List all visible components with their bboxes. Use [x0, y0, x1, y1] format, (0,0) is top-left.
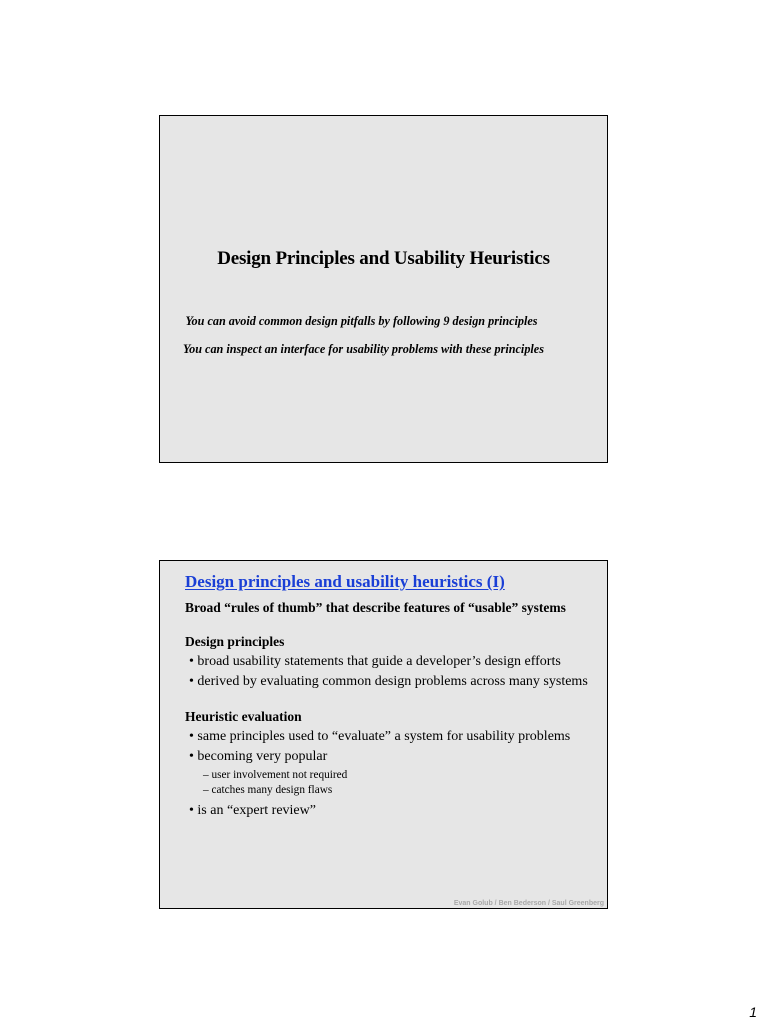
bullet-text: is an “expert review”: [197, 803, 316, 818]
section-heading-heuristic-evaluation: Heuristic evaluation: [185, 709, 302, 724]
section-heading-design-principles: Design principles: [185, 634, 285, 649]
bullet-item: • broad usability statements that guide a developer’s design efforts: [189, 654, 561, 669]
bullet-text: derived by evaluating common design problems across many systems: [197, 674, 588, 689]
intro-text: Broad “rules of thumb” that describe features of “usable” systems: [185, 600, 566, 615]
sub-bullet-text: user involvement not required: [211, 769, 348, 781]
bullet-item: • is an “expert review”: [189, 803, 316, 818]
bullet-item: • same principles used to “evaluate” a system for usability problems: [189, 729, 571, 744]
bullet-item: • derived by evaluating common design problems across many systems: [189, 674, 588, 689]
title-slide: [159, 115, 608, 463]
bullet-text: broad usability statements that guide a developer’s design efforts: [197, 654, 561, 669]
subtitle-line-2: You can inspect an interface for usability problems with these principles: [183, 342, 544, 356]
bullet-text: becoming very popular: [197, 749, 328, 764]
sub-bullet-text: catches many design flaws: [211, 784, 333, 796]
slide-footer-credits: Evan Golub / Ben Bederson / Saul Greenberg: [453, 900, 604, 907]
subtitle-line-1: You can avoid common design pitfalls by following 9 design principles: [185, 314, 538, 328]
bullet-item: • becoming very popular: [189, 749, 328, 764]
slide-heading: Design principles and usability heuristics (I): [185, 572, 505, 591]
page-number: 1: [749, 1004, 757, 1020]
sub-bullet-item: – catches many design flaws: [203, 784, 333, 796]
bullet-text: same principles used to “evaluate” a system for usability problems: [197, 729, 571, 744]
content-slide: [159, 560, 608, 909]
slide-title: Design Principles and Usability Heuristics: [217, 248, 550, 269]
sub-bullet-item: – user involvement not required: [203, 769, 348, 781]
slide-body: [185, 599, 597, 822]
